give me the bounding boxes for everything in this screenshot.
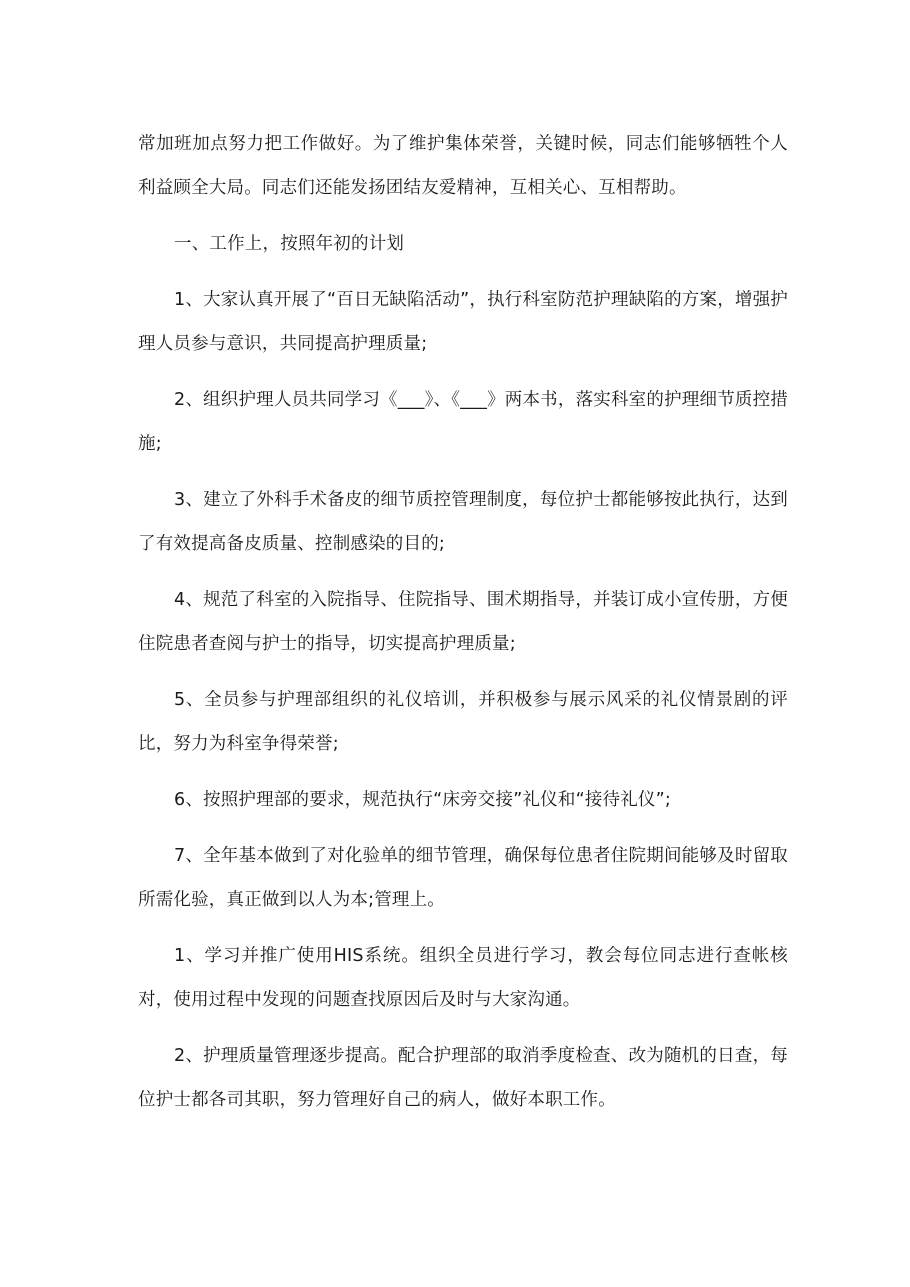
list-item-6: 6、按照护理部的要求，规范执行“床旁交接”礼仪和“接待礼仪”; (174, 790, 671, 810)
paragraph-continuation: 常加班加点努力把工作做好。为了维护集体荣誉，关键时候，同志们能够牺牲个人利益顾全大局。同志们还能发扬团结友爱精神，互相关心、互相帮助。 (138, 134, 788, 198)
list-item-1: 1、大家认真开展了“百日无缺陷活动”，执行科室防范护理缺陷的方案，增强护理人员参与意识，共同提高护理质量; (138, 290, 788, 354)
management-item-1: 1、学习并推广使用HIS系统。组织全员进行学习，教会每位同志进行查帐核对，使用过程中发现的问题查找原因后及时与大家沟通。 (138, 946, 788, 1010)
list-item-4: 4、规范了科室的入院指导、住院指导、围术期指导，并装订成小宣传册，方便住院患者查阅与护士的指导，切实提高护理质量; (138, 590, 788, 654)
management-item-2: 2、护理质量管理逐步提高。配合护理部的取消季度检查、改为随机的日查，每位护士都各司其职，努力管理好自己的病人，做好本职工作。 (138, 1046, 788, 1110)
section-heading-work: 一、工作上，按照年初的计划 (174, 234, 405, 254)
list-item-7: 7、全年基本做到了对化验单的细节管理，确保每位患者住院期间能够及时留取所需化验，真正做到以人为本;管理上。 (138, 846, 788, 910)
document-body (138, 122, 788, 1134)
list-item-2: 2、组织护理人员共同学习《___》、《___》两本书，落实科室的护理细节质控措施; (138, 390, 788, 454)
list-item-5: 5、全员参与护理部组织的礼仪培训，并积极参与展示风采的礼仪情景剧的评比，努力为科室争得荣誉; (138, 690, 788, 754)
list-item-3: 3、建立了外科手术备皮的细节质控管理制度，每位护士都能够按此执行，达到了有效提高备皮质量、控制感染的目的; (138, 490, 788, 554)
